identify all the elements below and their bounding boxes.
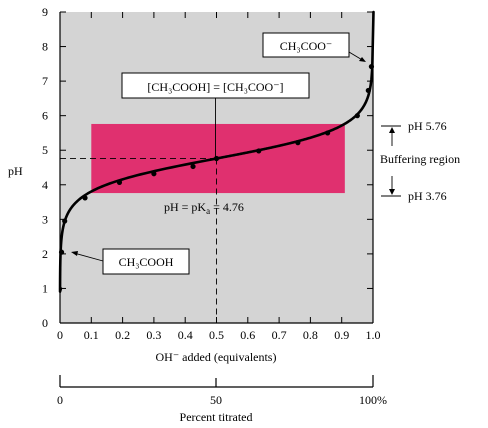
y-tick-label-3: 3	[42, 212, 48, 227]
y-axis-label: pH	[8, 164, 23, 178]
data-point-6	[214, 156, 219, 161]
y-tick-label-7: 7	[42, 74, 48, 89]
x-tick-label-7: 0.7	[271, 328, 287, 342]
x-tick-label-5: 0.5	[209, 328, 224, 342]
data-point-8	[295, 140, 300, 145]
percent-tick-label-50: 50	[210, 393, 222, 407]
percent-tick-label-100: 100%	[359, 393, 387, 407]
equality-label: [CH₃COOH] = [CH₃COO⁻]	[147, 80, 284, 94]
data-point-10	[355, 113, 360, 118]
x-tick-label-0: 0	[57, 328, 63, 342]
y-tick-label-8: 8	[42, 39, 48, 54]
data-point-11	[366, 88, 371, 93]
percent-axis-label: Percent titrated	[179, 410, 253, 424]
x-tick-label-10: 1.0	[365, 328, 381, 342]
y-tick-label-4: 4	[42, 177, 48, 192]
x-tick-label-1: 0.1	[83, 328, 99, 342]
x-tick-label-8: 0.8	[302, 328, 318, 342]
ch3coo-label: CH₃COO⁻	[279, 39, 333, 53]
x-tick-label-9: 0.9	[334, 328, 350, 342]
x-tick-label-2: 0.2	[115, 328, 131, 342]
pka-label: pH = $pK_a = 4.76$	[164, 200, 244, 216]
ch3cooh-label: CH₃COOH	[118, 255, 174, 269]
ph-lower-label: pH 3.76	[408, 189, 447, 203]
y-tick-label-2: 2	[42, 246, 48, 261]
data-point-3	[117, 180, 122, 185]
y-tick-label-9: 9	[42, 5, 48, 19]
y-tick-label-1: 1	[42, 281, 48, 296]
x-axis-label: OH⁻ added (equivalents)	[155, 350, 277, 364]
x-tick-label-6: 0.6	[240, 328, 256, 342]
y-tick-label-0: 0	[42, 316, 48, 330]
y-tick-label-5: 5	[42, 143, 48, 158]
data-point-4	[151, 171, 156, 176]
data-point-2	[82, 195, 87, 200]
y-tick-label-6: 6	[42, 108, 48, 123]
x-tick-label-3: 0.3	[146, 328, 162, 342]
ph-upper-label: pH 5.76	[408, 119, 447, 133]
percent-tick-label-0: 0	[57, 393, 63, 407]
x-tick-label-4: 0.4	[177, 328, 193, 342]
buffering-region-label: Buffering region	[380, 152, 461, 166]
data-point-9	[325, 130, 330, 135]
data-point-5	[190, 164, 195, 169]
data-point-7	[256, 148, 261, 153]
